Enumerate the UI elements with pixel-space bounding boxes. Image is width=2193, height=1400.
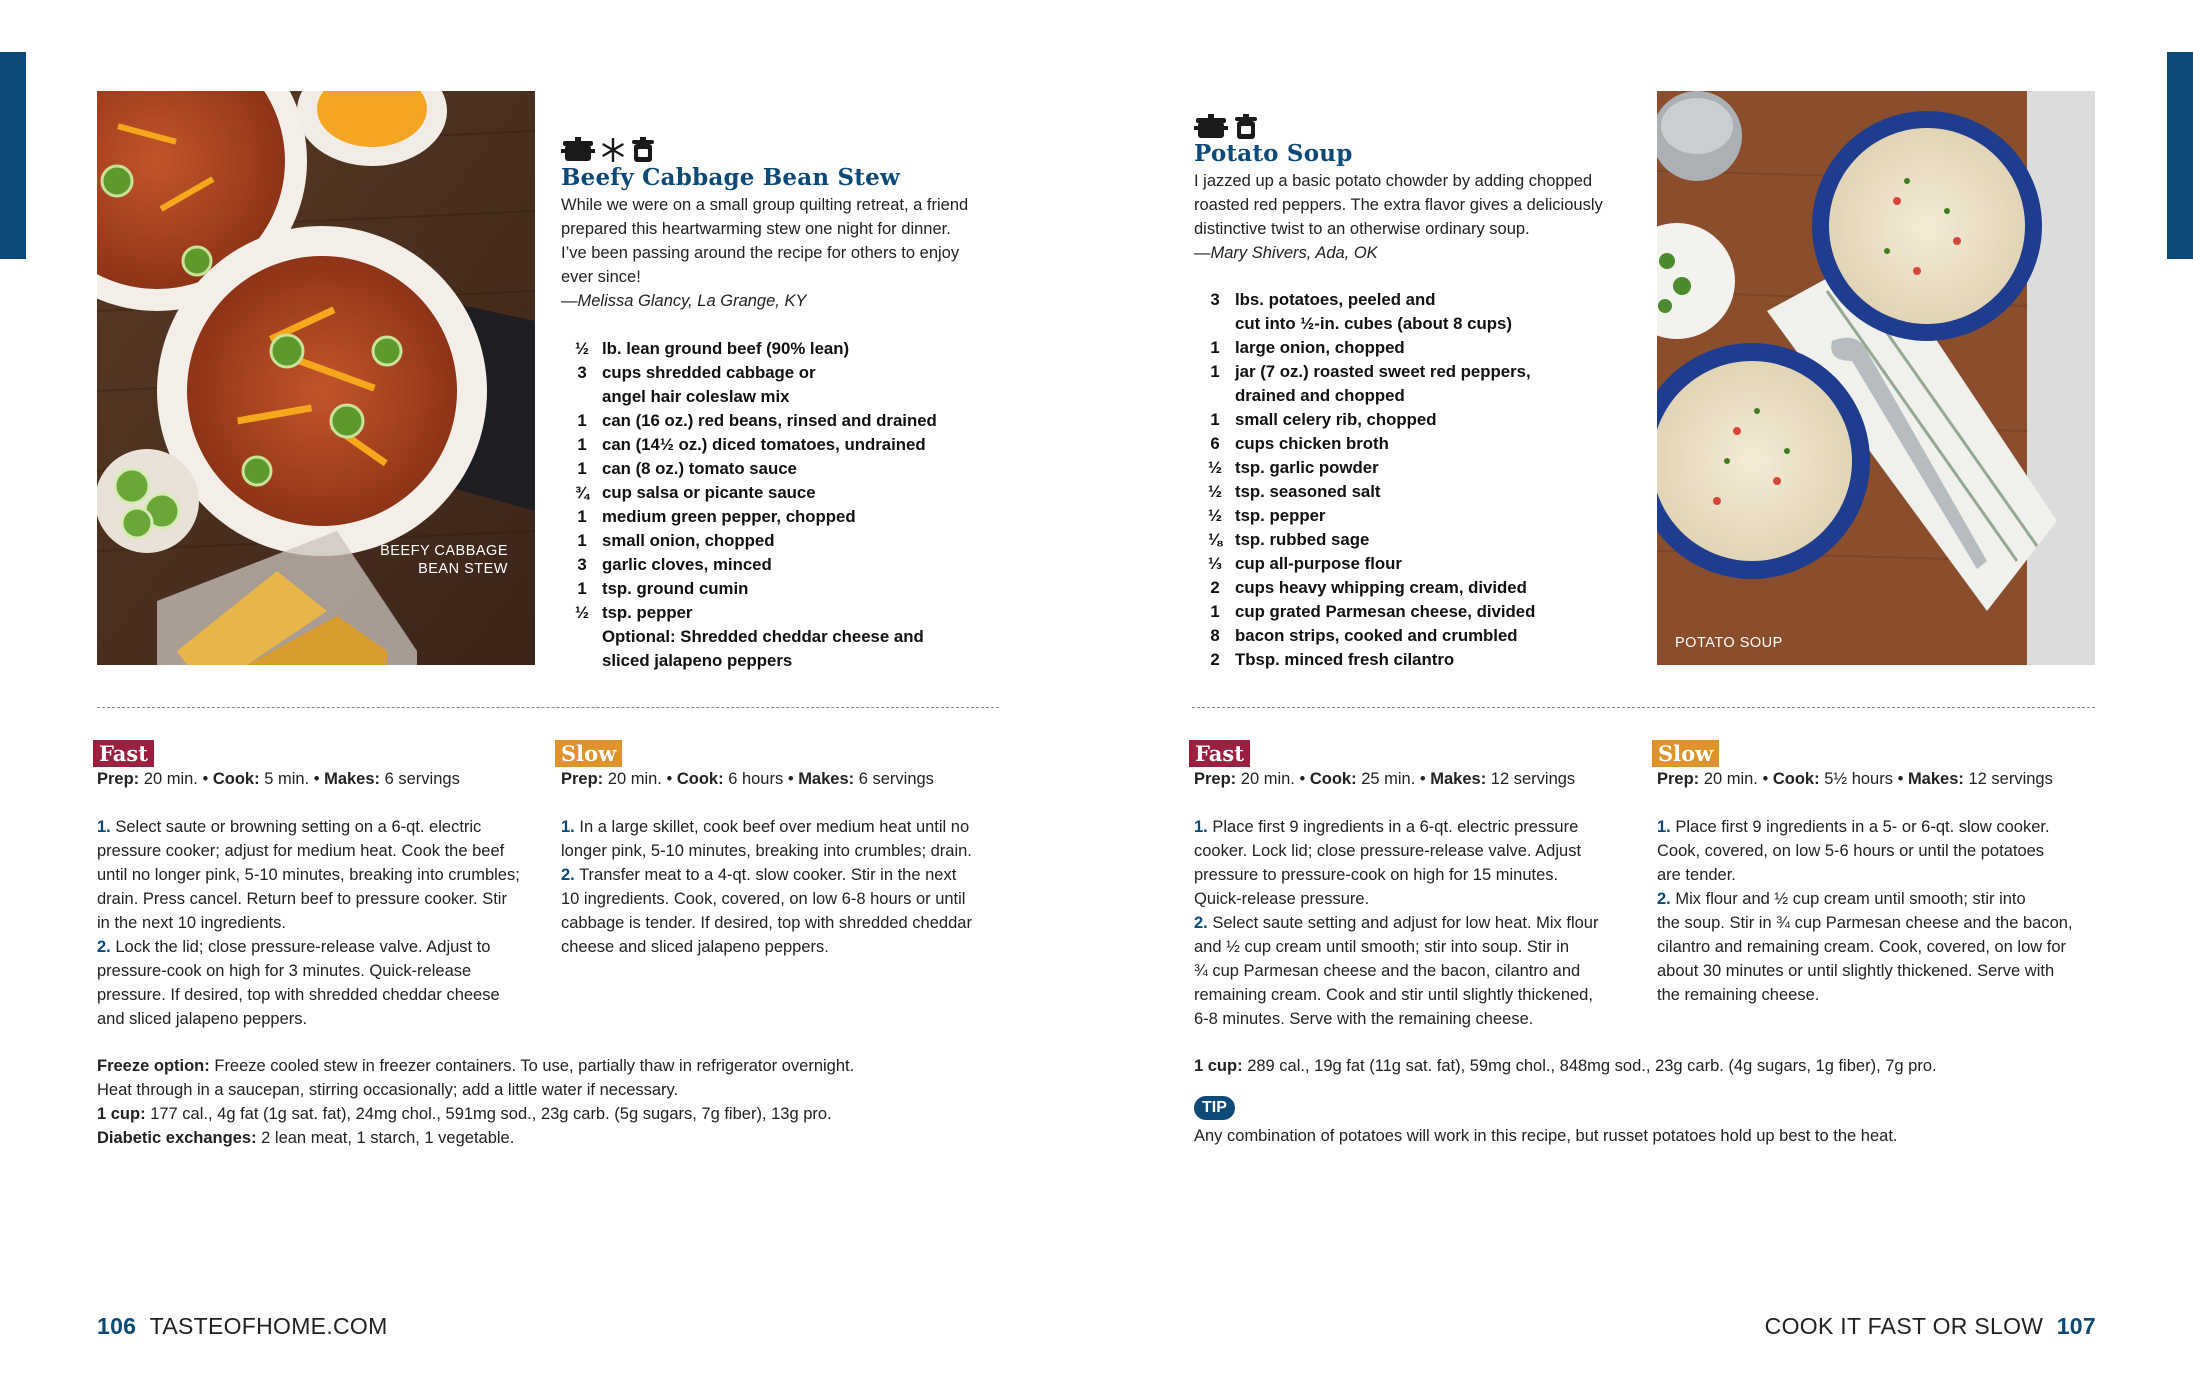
ingredient-item xyxy=(1195,384,1635,408)
ingredient-text: cup salsa or picante sauce xyxy=(602,483,816,502)
direction-line xyxy=(1194,935,1634,959)
ingredient-item xyxy=(1195,504,1635,528)
direction-line xyxy=(561,863,1001,887)
step-text: drain. Press cancel. Return beef to pressure cooker. Stir xyxy=(97,890,507,908)
ingredient-text: Tbsp. minced fresh cilantro xyxy=(1235,650,1455,669)
step-text: pressure. If desired, top with shredded cheddar cheese xyxy=(97,986,500,1004)
step-text: remaining cream. Cook and stir until slightly thickened, xyxy=(1194,986,1593,1004)
nutrition-label: 1 cup: xyxy=(1194,1057,1243,1075)
page-number: 107 xyxy=(2056,1313,2096,1339)
ingredient-item xyxy=(562,625,982,649)
recipe-intro xyxy=(561,193,1001,313)
ingredient-item xyxy=(1195,432,1635,456)
ingredient-text: cups chicken broth xyxy=(1235,434,1389,453)
direction-line xyxy=(1194,983,1634,1007)
step-text: are tender. xyxy=(1657,866,1736,884)
ingredient-item xyxy=(562,457,982,481)
ingredient-item xyxy=(1195,552,1635,576)
ingredient-quantity: 1 xyxy=(1210,362,1220,381)
step-text: In a large skillet, cook beef over medium heat until no xyxy=(579,818,970,836)
step-text: longer pink, 5-10 minutes, breaking into crumbles; drain. xyxy=(561,842,972,860)
ingredient-quantity: 1 xyxy=(1210,338,1220,357)
slow-directions xyxy=(561,815,1001,959)
right-edge-bar xyxy=(2167,52,2193,259)
prep-label: Prep: xyxy=(1194,770,1237,788)
ingredient-item xyxy=(562,649,982,673)
direction-line xyxy=(1194,911,1634,935)
ingredient-text: Optional: Shredded cheddar cheese and xyxy=(602,627,924,646)
ingredient-text: tsp. pepper xyxy=(1235,506,1326,525)
ingredient-quantity: ½ xyxy=(575,603,589,622)
ingredient-item xyxy=(1195,648,1635,672)
direction-line xyxy=(1194,887,1634,911)
recipe-title: Beefy Cabbage Bean Stew xyxy=(561,164,900,191)
recipe-intro xyxy=(1194,169,1634,265)
slow-cooker-icon xyxy=(631,137,655,163)
ingredient-quantity: ½ xyxy=(1208,458,1222,477)
slow-cooker-icon xyxy=(1234,114,1258,140)
ingredient-item xyxy=(1195,456,1635,480)
step-text: pressure to pressure-cook on high for 15 minutes. xyxy=(1194,866,1559,884)
ingredient-quantity: 1 xyxy=(1210,602,1220,621)
ingredient-quantity: 3 xyxy=(577,555,587,574)
photo-caption: POTATO SOUP xyxy=(1675,635,1783,651)
direction-line xyxy=(97,863,537,887)
ingredient-quantity: 2 xyxy=(1210,578,1220,597)
step-text: in the next 10 ingredients. xyxy=(97,914,286,932)
ingredient-item xyxy=(1195,528,1635,552)
freeze-label: Freeze option: xyxy=(97,1057,210,1075)
intro-line: I’ve been passing around the recipe for others to enjoy xyxy=(561,244,960,262)
diabetic-label: Diabetic exchanges: xyxy=(97,1129,257,1147)
ingredient-text: large onion, chopped xyxy=(1235,338,1405,357)
step-text: until no longer pink, 5-10 minutes, breaking into crumbles; xyxy=(97,866,520,884)
direction-line xyxy=(1194,959,1634,983)
fast-meta: Prep: 20 min. • Cook: 25 min. • Makes: 12 servings xyxy=(1194,770,1576,788)
nutrition-facts: 289 cal., 19g fat (11g sat. fat), 59mg chol., 848mg sod., 23g carb. (4g sugars, 1g fiber), 7g pro. xyxy=(1247,1057,1937,1075)
prep-time: 20 min. xyxy=(607,770,662,788)
makes-label: Makes: xyxy=(324,770,381,788)
cook-time: 6 hours xyxy=(728,770,784,788)
makes-label: Makes: xyxy=(1907,770,1964,788)
direction-line xyxy=(1194,863,1634,887)
direction-line xyxy=(97,911,537,935)
intro-line: I jazzed up a basic potato chowder by adding chopped xyxy=(1194,172,1593,190)
ingredient-quantity: 1 xyxy=(577,531,587,550)
ingredient-item xyxy=(562,553,982,577)
ingredient-item xyxy=(562,337,982,361)
slow-directions xyxy=(1657,815,2097,1007)
ingredient-item xyxy=(562,505,982,529)
prep-label: Prep: xyxy=(1657,770,1700,788)
ingredient-quantity xyxy=(1195,312,1235,336)
recipe-title: Potato Soup xyxy=(1194,140,1353,167)
step-text: cooker. Lock lid; close pressure-release valve. Adjust xyxy=(1194,842,1582,860)
step-text: Lock the lid; close pressure-release valve. Adjust to xyxy=(115,938,491,956)
ingredient-text: small onion, chopped xyxy=(602,531,775,550)
recipe-byline: —Mary Shivers, Ada, OK xyxy=(1194,244,1378,262)
ingredient-quantity: ½ xyxy=(1208,482,1222,501)
section-divider xyxy=(1192,707,2095,708)
ingredient-item xyxy=(1195,624,1635,648)
ingredient-list xyxy=(562,337,982,673)
ingredient-text: lb. lean ground beef (90% lean) xyxy=(602,339,850,358)
ingredient-quantity: 8 xyxy=(1210,626,1220,645)
step-text: pressure-cook on high for 3 minutes. Quick-release xyxy=(97,962,472,980)
ingredient-text: cut into ½-in. cubes (about 8 cups) xyxy=(1235,314,1512,333)
recipe-notes xyxy=(97,1054,997,1150)
step-text: cilantro and remaining cream. Cook, covered, on low for xyxy=(1657,938,2067,956)
page-number: 106 xyxy=(97,1313,137,1339)
ingredient-quantity xyxy=(562,385,602,409)
ingredient-text: can (8 oz.) tomato sauce xyxy=(602,459,797,478)
ingredient-text: angel hair coleslaw mix xyxy=(602,387,790,406)
ingredient-text: tsp. seasoned salt xyxy=(1235,482,1381,501)
step-text: Select saute or browning setting on a 6-qt. electric xyxy=(115,818,482,836)
ingredient-quantity: ½ xyxy=(1208,506,1222,525)
ingredient-item xyxy=(562,481,982,505)
ingredient-text: tsp. garlic powder xyxy=(1235,458,1379,477)
ingredient-quantity: ¾ xyxy=(575,483,589,502)
ingredient-item xyxy=(1195,408,1635,432)
direction-line xyxy=(97,959,537,983)
cook-label: Cook: xyxy=(212,770,260,788)
fast-directions xyxy=(97,815,537,1031)
intro-line: roasted red peppers. The extra flavor gives a deliciously xyxy=(1194,196,1603,214)
ingredient-text: jar (7 oz.) roasted sweet red peppers, xyxy=(1235,362,1531,381)
ingredient-quantity: 1 xyxy=(577,459,587,478)
cook-time: 5 min. xyxy=(264,770,310,788)
nutrition-facts: 177 cal., 4g fat (1g sat. fat), 24mg chol., 591mg sod., 23g carb. (5g sugars, 7g fiber), 13g pro. xyxy=(150,1105,832,1123)
ingredient-text: cup grated Parmesan cheese, divided xyxy=(1235,602,1536,621)
step-text: the remaining cheese. xyxy=(1657,986,1820,1004)
step-text: and sliced jalapeno peppers. xyxy=(97,1010,308,1028)
cook-label: Cook: xyxy=(676,770,724,788)
direction-line xyxy=(1194,839,1634,863)
intro-line: prepared this heartwarming stew one night for dinner. xyxy=(561,220,951,238)
step-text: cabbage is tender. If desired, top with shredded cheddar xyxy=(561,914,972,932)
prep-label: Prep: xyxy=(97,770,140,788)
step-text: Transfer meat to a 4-qt. slow cooker. Stir in the next xyxy=(579,866,957,884)
ingredient-item xyxy=(562,385,982,409)
slow-tag: Slow xyxy=(1652,740,1719,767)
fast-directions xyxy=(1194,815,1634,1031)
ingredient-text: lbs. potatoes, peeled and xyxy=(1235,290,1436,309)
photo-caption-line-2: BEAN STEW xyxy=(418,561,508,577)
ingredient-text: cups heavy whipping cream, divided xyxy=(1235,578,1527,597)
step-text: cheese and sliced jalapeno peppers. xyxy=(561,938,829,956)
step-text: 10 ingredients. Cook, covered, on low 6-8 hours or until xyxy=(561,890,966,908)
direction-line xyxy=(1657,983,2097,1007)
ingredient-item xyxy=(1195,288,1635,312)
footer-site: TASTEOFHOME.COM xyxy=(149,1313,388,1339)
fast-tag: Fast xyxy=(93,740,154,767)
diabetic-exchanges: 2 lean meat, 1 starch, 1 vegetable. xyxy=(261,1129,515,1147)
ingredient-item xyxy=(562,361,982,385)
makes-label: Makes: xyxy=(798,770,855,788)
ingredient-item xyxy=(562,577,982,601)
ingredient-text: tsp. pepper xyxy=(602,603,693,622)
direction-line xyxy=(561,887,1001,911)
step-number: 2. xyxy=(1657,890,1671,908)
step-text: 6-8 minutes. Serve with the remaining cheese. xyxy=(1194,1010,1534,1028)
ingredient-list xyxy=(1195,288,1635,672)
slow-meta: Prep: 20 min. • Cook: 6 hours • Makes: 6 servings xyxy=(561,770,934,788)
left-edge-bar xyxy=(0,52,26,259)
direction-line xyxy=(97,887,537,911)
ingredient-quantity: 1 xyxy=(577,435,587,454)
fast-meta: Prep: 20 min. • Cook: 5 min. • Makes: 6 servings xyxy=(97,770,460,788)
left-footer xyxy=(97,1313,388,1340)
ingredient-item xyxy=(1195,480,1635,504)
direction-line xyxy=(97,983,537,1007)
freeze-text: Heat through in a saucepan, stirring occasionally; add a little water if necessary. xyxy=(97,1081,679,1099)
ingredient-item xyxy=(562,601,982,625)
servings: 6 servings xyxy=(858,770,934,788)
step-text: Place first 9 ingredients in a 6-qt. electric pressure xyxy=(1212,818,1579,836)
slow-tag: Slow xyxy=(555,740,622,767)
servings: 6 servings xyxy=(384,770,460,788)
step-text: Quick-release pressure. xyxy=(1194,890,1370,908)
snowflake-icon xyxy=(601,138,625,162)
direction-line xyxy=(1194,1007,1634,1031)
footer-section: COOK IT FAST OR SLOW xyxy=(1764,1313,2044,1339)
tip-badge: TIP xyxy=(1194,1096,1235,1120)
step-number: 1. xyxy=(1657,818,1671,836)
direction-line xyxy=(1657,839,2097,863)
ingredient-quantity: 1 xyxy=(1210,410,1220,429)
ingredient-quantity: 1 xyxy=(577,411,587,430)
cook-time: 5½ hours xyxy=(1824,770,1893,788)
ingredient-quantity: 6 xyxy=(1210,434,1220,453)
ingredient-quantity xyxy=(562,625,602,649)
pressure-cooker-icon xyxy=(1194,114,1228,140)
nutrition-label: 1 cup: xyxy=(97,1105,146,1123)
ingredient-item xyxy=(562,433,982,457)
ingredient-text: drained and chopped xyxy=(1235,386,1405,405)
ingredient-text: can (16 oz.) red beans, rinsed and drained xyxy=(602,411,937,430)
ingredient-quantity xyxy=(562,649,602,673)
step-text: Place first 9 ingredients in a 5- or 6-qt. slow cooker. xyxy=(1675,818,2050,836)
makes-label: Makes: xyxy=(1430,770,1487,788)
step-text: Cook, covered, on low 5-6 hours or until the potatoes xyxy=(1657,842,2045,860)
ingredient-quantity xyxy=(1195,384,1235,408)
tip-text: Any combination of potatoes will work in this recipe, but russet potatoes hold up best to the heat. xyxy=(1194,1127,1898,1145)
ingredient-quantity: ⅓ xyxy=(1208,554,1222,573)
step-text: Select saute setting and adjust for low heat. Mix flour xyxy=(1212,914,1599,932)
direction-line xyxy=(1657,815,2097,839)
prep-time: 20 min. xyxy=(1240,770,1295,788)
beefy-cabbage-bean-stew-photo xyxy=(97,91,535,665)
servings: 12 servings xyxy=(1490,770,1576,788)
pressure-cooker-icon xyxy=(561,137,595,163)
ingredient-quantity: 2 xyxy=(1210,650,1220,669)
potato-soup-photo xyxy=(1657,91,2095,665)
fast-tag: Fast xyxy=(1189,740,1250,767)
right-footer xyxy=(1765,1313,2096,1340)
ingredient-text: tsp. ground cumin xyxy=(602,579,749,598)
intro-line: While we were on a small group quilting retreat, a friend xyxy=(561,196,969,214)
ingredient-item xyxy=(1195,360,1635,384)
direction-line xyxy=(561,935,1001,959)
ingredient-quantity: ⅛ xyxy=(1208,530,1222,549)
intro-line: ever since! xyxy=(561,268,641,286)
ingredient-quantity: 3 xyxy=(577,363,587,382)
recipe-byline: —Melissa Glancy, La Grange, KY xyxy=(561,292,807,310)
step-number: 1. xyxy=(561,818,575,836)
servings: 12 servings xyxy=(1968,770,2053,788)
ingredient-text: small celery rib, chopped xyxy=(1235,410,1437,429)
step-text: the soup. Stir in ¾ cup Parmesan cheese and the bacon, xyxy=(1657,914,2073,932)
ingredient-quantity: 1 xyxy=(577,507,587,526)
step-number: 2. xyxy=(1194,914,1208,932)
step-number: 2. xyxy=(561,866,575,884)
step-number: 1. xyxy=(97,818,111,836)
ingredient-text: can (14½ oz.) diced tomatoes, undrained xyxy=(602,435,926,454)
direction-line xyxy=(1194,815,1634,839)
direction-line xyxy=(561,839,1001,863)
section-divider xyxy=(97,707,999,708)
direction-line xyxy=(561,815,1001,839)
prep-time: 20 min. xyxy=(143,770,198,788)
ingredient-item xyxy=(1195,336,1635,360)
ingredient-text: cup all-purpose flour xyxy=(1235,554,1402,573)
ingredient-text: sliced jalapeno peppers xyxy=(602,651,793,670)
direction-line xyxy=(1657,959,2097,983)
prep-label: Prep: xyxy=(561,770,604,788)
step-text: ¾ cup Parmesan cheese and the bacon, cilantro and xyxy=(1194,962,1581,980)
step-text: pressure cooker; adjust for medium heat. Cook the beef xyxy=(97,842,505,860)
step-number: 2. xyxy=(97,938,111,956)
nutrition-note xyxy=(1194,1054,2094,1078)
step-number: 1. xyxy=(1194,818,1208,836)
ingredient-quantity: ½ xyxy=(575,339,589,358)
step-text: and ½ cup cream until smooth; stir into soup. Stir in xyxy=(1194,938,1570,956)
ingredient-text: medium green pepper, chopped xyxy=(602,507,856,526)
direction-line xyxy=(1657,863,2097,887)
ingredient-text: cups shredded cabbage or xyxy=(602,363,816,382)
direction-line xyxy=(97,839,537,863)
direction-line xyxy=(1657,887,2097,911)
prep-time: 20 min. xyxy=(1703,770,1758,788)
intro-line: distinctive twist to an otherwise ordinary soup. xyxy=(1194,220,1530,238)
photo-caption-line-1: BEEFY CABBAGE xyxy=(380,543,508,559)
direction-line xyxy=(97,1007,537,1031)
cook-label: Cook: xyxy=(1309,770,1357,788)
ingredient-text: bacon strips, cooked and crumbled xyxy=(1235,626,1518,645)
direction-line xyxy=(1657,911,2097,935)
cook-time: 25 min. xyxy=(1361,770,1416,788)
ingredient-item xyxy=(562,409,982,433)
ingredient-item xyxy=(562,529,982,553)
ingredient-quantity: 3 xyxy=(1210,290,1220,309)
slow-meta: Prep: 20 min. • Cook: 5½ hours • Makes: 12 servings xyxy=(1657,770,2053,788)
ingredient-item xyxy=(1195,576,1635,600)
ingredient-text: tsp. rubbed sage xyxy=(1235,530,1370,549)
direction-line xyxy=(561,911,1001,935)
freeze-text: Freeze cooled stew in freezer containers. To use, partially thaw in refrigerator overnight. xyxy=(214,1057,855,1075)
ingredient-item xyxy=(1195,312,1635,336)
ingredient-text: garlic cloves, minced xyxy=(602,555,772,574)
direction-line xyxy=(97,815,537,839)
ingredient-item xyxy=(1195,600,1635,624)
direction-line xyxy=(97,935,537,959)
step-text: Mix flour and ½ cup cream until smooth; stir into xyxy=(1675,890,2026,908)
direction-line xyxy=(1657,935,2097,959)
ingredient-quantity: 1 xyxy=(577,579,587,598)
cook-label: Cook: xyxy=(1772,770,1820,788)
step-text: about 30 minutes or until slightly thickened. Serve with xyxy=(1657,962,2055,980)
